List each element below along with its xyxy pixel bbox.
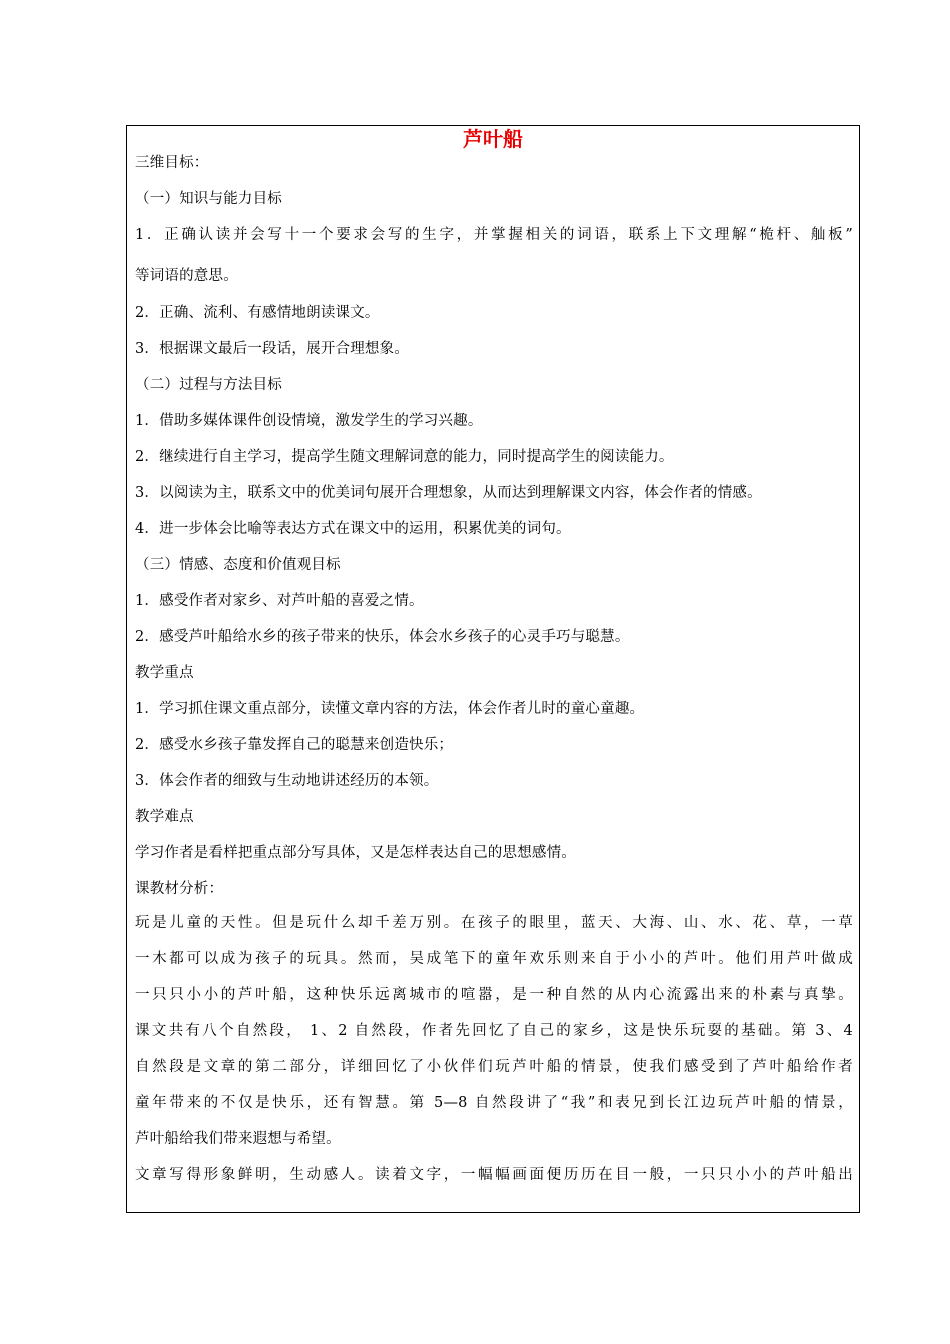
text-line: 学习作者是看样把重点部分写具体，又是怎样表达自己的思想感情。 bbox=[135, 845, 576, 861]
text-line: 自然段是文章的第二部分，详细回忆了小伙伴们玩芦叶船的情景，使我们感受到了芦叶船给作者 bbox=[135, 1059, 853, 1075]
text-line: 2．正确、流利、有感情地朗读课文。 bbox=[135, 305, 380, 321]
text-line: 2．继续进行自主学习，提高学生随文理解词意的能力，同时提高学生的阅读能力。 bbox=[135, 449, 674, 465]
text-line: 4．进一步体会比喻等表达方式在课文中的运用，积累优美的词句。 bbox=[135, 521, 571, 537]
text-line: 三维目标： bbox=[135, 155, 209, 171]
text-line: 等词语的意思。 bbox=[135, 268, 238, 284]
text-line: 1．正确认读并会写十一个要求会写的生字，并掌握相关的词语，联系上下文理解“桅杆、舢板” bbox=[135, 227, 853, 243]
text-line: （一）知识与能力目标 bbox=[135, 191, 282, 207]
text-line: （二）过程与方法目标 bbox=[135, 377, 282, 393]
text-line: 1．借助多媒体课件创设情境，激发学生的学习兴趣。 bbox=[135, 413, 483, 429]
text-line: 课文共有八个自然段， 1、2 自然段，作者先回忆了自己的家乡，这是快乐玩耍的基础。第 3、4 bbox=[135, 1023, 853, 1039]
text-line: （三）情感、态度和价值观目标 bbox=[135, 557, 341, 573]
text-line: 3．以阅读为主，联系文中的优美词句展开合理想象，从而达到理解课文内容，体会作者的情感。 bbox=[135, 485, 762, 501]
text-line: 课教材分析： bbox=[135, 881, 224, 897]
text-line: 文章写得形象鲜明，生动感人。读着文字，一幅幅画面便历历在目一般，一只只小小的芦叶船出 bbox=[135, 1167, 853, 1183]
text-line: 芦叶船给我们带来遐想与希望。 bbox=[135, 1131, 341, 1147]
text-line: 3．根据课文最后一段话，展开合理想象。 bbox=[135, 341, 410, 357]
text-line: 玩是儿童的天性。但是玩什么却千差万别。在孩子的眼里，蓝天、大海、山、水、花、草，一草 bbox=[135, 915, 853, 931]
text-line: 一只只小小的芦叶船，这种快乐远离城市的喧嚣，是一种自然的从内心流露出来的朴素与真挚。 bbox=[135, 987, 853, 1003]
text-line: 童年带来的不仅是快乐，还有智慧。第 5—8 自然段讲了“我”和表兄到长江边玩芦叶船的情景， bbox=[135, 1095, 853, 1111]
text-line: 教学难点 bbox=[135, 809, 194, 825]
document-title: 芦叶船 bbox=[463, 127, 523, 151]
text-line: 1．学习抓住课文重点部分，读懂文章内容的方法，体会作者儿时的童心童趣。 bbox=[135, 701, 645, 717]
text-line: 一木都可以成为孩子的玩具。然而，吴成笔下的童年欢乐则来自于小小的芦叶。他们用芦叶做成 bbox=[135, 951, 853, 967]
document-frame bbox=[126, 125, 860, 1213]
text-line: 教学重点 bbox=[135, 665, 194, 681]
text-line: 2．感受芦叶船给水乡的孩子带来的快乐，体会水乡孩子的心灵手巧与聪慧。 bbox=[135, 629, 630, 645]
text-line: 1．感受作者对家乡、对芦叶船的喜爱之情。 bbox=[135, 593, 424, 609]
text-line: 2．感受水乡孩子靠发挥自己的聪慧来创造快乐； bbox=[135, 737, 454, 753]
text-line: 3．体会作者的细致与生动地讲述经历的本领。 bbox=[135, 773, 439, 789]
